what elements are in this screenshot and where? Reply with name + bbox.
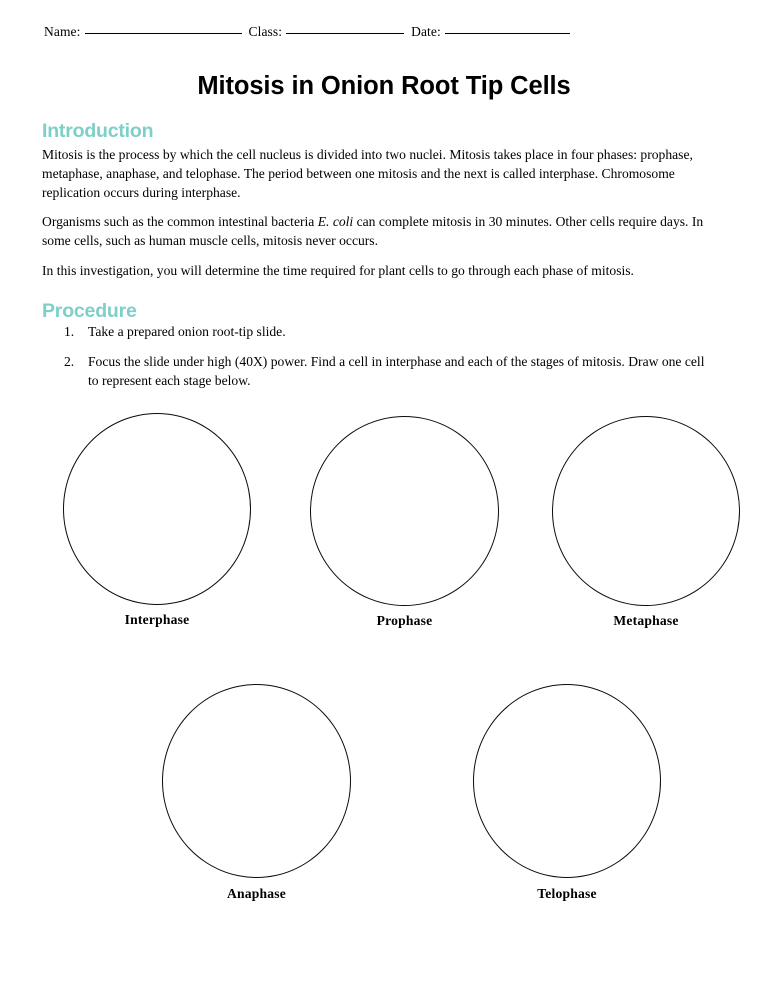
procedure-step-2-text: Focus the slide under high (40X) power. Find a cell in interphase and each of the stages of mitosis. Draw one cell to represent each stage below.: [88, 354, 705, 389]
cell-label-anaphase: Anaphase: [226, 886, 287, 901]
intro-paragraph-1: Mitosis is the process by which the cell nucleus is divided into two nuclei. Mitosis takes place in four phases: prophase, metaphase, anaphase, and telophase. The period between one mitosis and the next is called interphase. Chromosome replication occurs during interphase.: [42, 147, 693, 201]
cell-drawing-slot-anaphase[interactable]: [162, 684, 351, 901]
cell-circle-anaphase[interactable]: [162, 684, 351, 878]
class-label: Class:: [248, 24, 283, 39]
class-input[interactable]: [286, 33, 404, 34]
intro-paragraph-2: [42, 212, 714, 250]
name-label: Name:: [44, 24, 81, 39]
procedure-list: [42, 322, 714, 402]
page-title: Mitosis in Onion Root Tip Cells: [197, 72, 571, 100]
intro-paragraph-2-text-before: Organisms such as the common intestinal bacteria: [42, 214, 318, 229]
name-input[interactable]: [85, 33, 242, 34]
date-input[interactable]: [445, 33, 570, 34]
cell-label-metaphase: Metaphase: [613, 613, 679, 628]
section-heading-introduction: Introduction: [42, 120, 154, 142]
procedure-step-2-number: 2.: [64, 354, 75, 370]
species-name-e-coli: E. coli: [317, 214, 354, 229]
procedure-step-2: [42, 352, 714, 390]
cell-drawing-slot-prophase[interactable]: [310, 416, 499, 628]
intro-paragraph-2-text-after: can complete mitosis in 30 minutes. Other cells require days. In some cells, such as human muscle cells, mitosis never occurs.: [42, 214, 704, 249]
procedure-step-1-number: 1.: [64, 324, 75, 339]
intro-paragraph-3: In this investigation, you will determine the time required for plant cells to go through each phase of mitosis.: [42, 263, 634, 278]
date-label: Date:: [411, 24, 441, 39]
student-info-line: [44, 24, 572, 40]
procedure-step-1-text: Take a prepared onion root-tip slide.: [88, 324, 286, 339]
cell-circle-prophase[interactable]: [310, 416, 499, 606]
cell-circle-metaphase[interactable]: [552, 416, 740, 606]
cell-label-telophase: Telophase: [537, 886, 597, 901]
section-heading-procedure: Procedure: [42, 300, 137, 322]
cell-label-prophase: Prophase: [376, 613, 433, 628]
procedure-step-1: [42, 322, 714, 341]
cell-circle-interphase[interactable]: [63, 413, 251, 605]
cell-label-interphase: Interphase: [124, 612, 190, 627]
cell-drawing-slot-telophase[interactable]: [473, 684, 661, 901]
cell-drawing-slot-interphase[interactable]: [63, 413, 251, 627]
cell-drawing-slot-metaphase[interactable]: [552, 416, 740, 628]
cell-circle-telophase[interactable]: [473, 684, 661, 878]
